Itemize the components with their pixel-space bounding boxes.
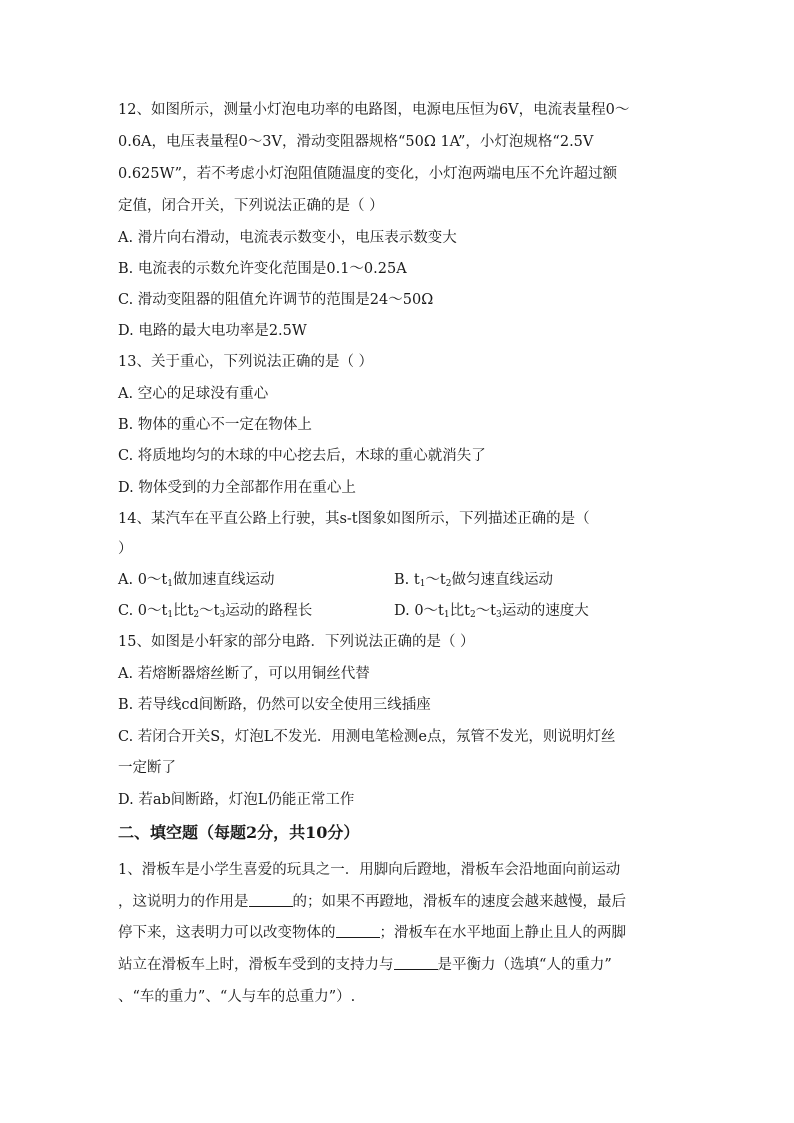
q13-option-d: D. 物体受到的力全部都作用在重心上 [118, 480, 356, 496]
q15-stem: 15、如图是小轩家的部分电路．下列说法正确的是（ ） [118, 634, 475, 650]
q14-stem-line-2: ） [118, 541, 133, 557]
q12-option-c: C. 滑动变阻器的阻值允许调节的范围是24～50Ω [118, 292, 434, 308]
q12-option-d: D. 电路的最大电功率是2.5W [118, 323, 307, 339]
q14-option-c: C. $0\sim t_1$比$t_2\sim t_3$运动的路程长 [118, 603, 313, 620]
answer-blank-1[interactable] [249, 892, 293, 907]
q15-option-c-line-2: 一定断了 [118, 760, 176, 776]
q13-option-c: C. 将质地均匀的木球的中心挖去后，木球的重心就消失了 [118, 448, 486, 464]
q12-stem-line-2: 0.6A，电压表量程0～3V，滑动变阻器规格“50Ω 1A”，小灯泡规格“2.5V [118, 134, 594, 150]
q12-option-b: B. 电流表的示数允许变化范围是0.1～0.25A [118, 261, 407, 277]
q13-stem: 13、关于重心，下列说法正确的是（ ） [118, 354, 374, 370]
fill1-line-5: 、“车的重力”、“人与车的总重力”）. [118, 989, 356, 1005]
section-heading: 二、填空题（每题2分，共10分） [118, 823, 360, 842]
q14-option-b: B. $t_1\sim t_2$做匀速直线运动 [394, 572, 553, 589]
q12-option-a: A. 滑片向右滑动，电流表示数变小，电压表示数变大 [118, 230, 457, 246]
fill1-line-2: ，这说明力的作用是 的；如果不再蹬地，滑板车的速度会越来越慢，最后 [118, 894, 626, 910]
q12-stem-line-1: 12、如图所示，测量小灯泡电功率的电路图，电源电压恒为6V，电流表量程0～ [118, 102, 630, 118]
q12-stem-line-4: 定值，闭合开关，下列说法正确的是（ ） [118, 198, 384, 214]
answer-blank-2[interactable] [336, 923, 380, 938]
q13-option-b: B. 物体的重心不一定在物体上 [118, 417, 312, 433]
q13-option-a: A. 空心的足球没有重心 [118, 386, 269, 402]
q14-option-d: D. $0\sim t_1$比$t_2\sim t_3$运动的速度大 [394, 603, 589, 620]
q15-option-a: A. 若熔断器熔丝断了，可以用铜丝代替 [118, 666, 370, 682]
q12-stem-line-3: 0.625W”，若不考虑小灯泡阻值随温度的变化，小灯泡两端电压不允许超过额 [118, 166, 618, 182]
answer-blank-3[interactable] [394, 955, 438, 970]
q15-option-c-line-1: C. 若闭合开关S，灯泡L不发光．用测电笔检测e点，氖管不发光，则说明灯丝 [118, 729, 616, 745]
fill1-line-3: 停下来，这表明力可以改变物体的 ；滑板车在水平地面上静止且人的两脚 [118, 925, 626, 941]
q15-option-d: D. 若ab间断路，灯泡L仍能正常工作 [118, 792, 355, 808]
fill1-line-4: 站立在滑板车上时，滑板车受到的支持力与 是平衡力（选填“人的重力” [118, 957, 612, 973]
fill1-line-1: 1、滑板车是小学生喜爱的玩具之一．用脚向后蹬地，滑板车会沿地面向前运动 [118, 862, 621, 878]
q14-option-a: A. $0\sim t_1$做加速直线运动 [118, 572, 275, 589]
q14-stem-line-1: 14、某汽车在平直公路上行驶，其s-t图象如图所示，下列描述正确的是（ [118, 511, 590, 527]
q15-option-b: B. 若导线cd间断路，仍然可以安全使用三线插座 [118, 697, 431, 713]
